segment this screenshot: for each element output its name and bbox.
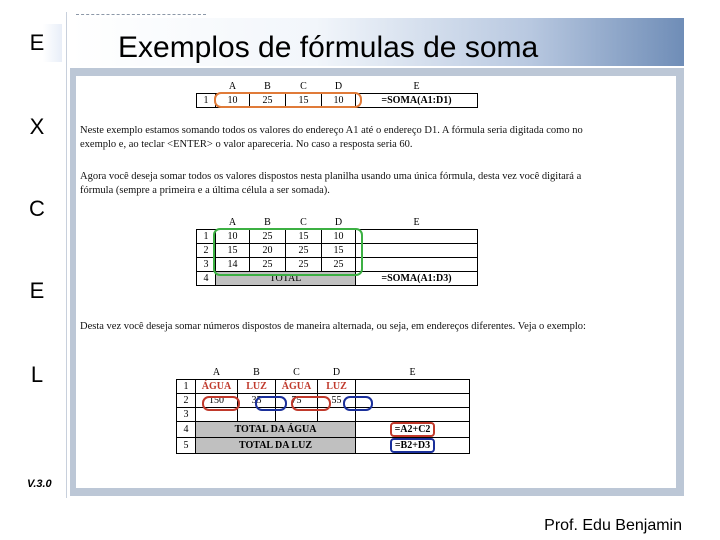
formula-highlight: =A2+C2 [390, 422, 436, 437]
row-number: 1 [177, 380, 196, 394]
col-header: D [322, 216, 356, 230]
col-header: B [238, 366, 276, 380]
cell: 25 [322, 258, 356, 272]
paragraph-2: Agora você deseja somar todos os valores dispostos nesta planilha usando uma única fórmula, desta vez você digitará a fórmula (sempre a primeira e a última célula a ser somada). [80, 171, 582, 196]
col-header: A [216, 216, 250, 230]
cell: 14 [216, 258, 250, 272]
formula-highlight: =B2+D3 [390, 438, 435, 453]
cell [356, 230, 478, 244]
col-header: E [356, 366, 470, 380]
table-row [177, 380, 470, 394]
col-header: D [318, 366, 356, 380]
cell: 25 [250, 230, 286, 244]
col-header: C [286, 216, 322, 230]
col-header: E [356, 216, 478, 230]
paragraph-1: Neste exemplo estamos somando todos os valores do endereço A1 até o endereço D1. A fórmula seria digitada como no exemplo e, ao teclar <ENTER> o valor apareceria. No caso a resposta seria 60. [80, 125, 583, 150]
col-header: B [250, 80, 286, 94]
header-dashes [76, 14, 206, 15]
cell: 20 [250, 244, 286, 258]
cell: 25 [286, 244, 322, 258]
total-row [177, 438, 470, 454]
side-letter-c: C [29, 196, 45, 221]
total-label: TOTAL DA ÁGUA [196, 422, 356, 438]
total-label: TOTAL DA LUZ [196, 438, 356, 454]
range-highlight [213, 228, 363, 276]
cell: 35 [238, 394, 276, 408]
cell: 10 [216, 230, 250, 244]
col-header: C [276, 366, 318, 380]
cell [356, 258, 478, 272]
paragraph-3: Desta vez você deseja somar números dispostos de maneira alternada, ou seja, em endereços diferentes. Veja o exemplo: [80, 321, 586, 332]
cell: 150 [196, 394, 238, 408]
row-number: 1 [197, 230, 216, 244]
row-number: 2 [197, 244, 216, 258]
cell: LUZ [318, 380, 356, 394]
cell: 10 [322, 230, 356, 244]
row-number: 4 [197, 272, 216, 286]
side-letter-e1: E [29, 30, 45, 55]
luz-highlight [343, 396, 373, 411]
formula-cell: =SOMA(A1:D3) [356, 272, 478, 286]
sheet-header-row [177, 366, 470, 380]
total-row [177, 422, 470, 438]
cell: 55 [318, 394, 356, 408]
side-letter-x: X [29, 114, 45, 139]
col-header: D [322, 80, 356, 94]
cell: 25 [250, 258, 286, 272]
side-letter-l: L [30, 362, 44, 387]
cell: 15 [286, 94, 322, 108]
cell: LUZ [238, 380, 276, 394]
agua-highlight [202, 396, 240, 411]
cell: ÁGUA [276, 380, 318, 394]
cell [356, 380, 470, 394]
col-header [197, 80, 216, 94]
col-header: A [196, 366, 238, 380]
col-header: B [250, 216, 286, 230]
side-letter-e2: E [29, 278, 45, 303]
page-title: Exemplos de fórmulas de soma [118, 31, 539, 64]
col-header [197, 216, 216, 230]
col-header [177, 366, 196, 380]
row-number: 3 [197, 258, 216, 272]
col-header: E [356, 80, 478, 94]
formula-cell: =SOMA(A1:D1) [356, 94, 478, 108]
range-highlight [214, 92, 362, 108]
row-number: 1 [197, 94, 216, 108]
formula-cell [356, 438, 470, 454]
col-header: A [216, 80, 250, 94]
row-number: 4 [177, 422, 196, 438]
author-credit: Prof. Edu Benjamin [544, 517, 682, 534]
cell: 15 [322, 244, 356, 258]
cell: ÁGUA [196, 380, 238, 394]
cell: 25 [286, 258, 322, 272]
cell: 15 [286, 230, 322, 244]
divider-line [66, 12, 67, 498]
cell [356, 408, 470, 422]
cell: 75 [276, 394, 318, 408]
row-number: 5 [177, 438, 196, 454]
agua-highlight [291, 396, 331, 411]
luz-highlight [255, 396, 287, 411]
cell: 15 [216, 244, 250, 258]
cell: 10 [322, 94, 356, 108]
formula-cell [356, 422, 470, 438]
row-number: 2 [177, 394, 196, 408]
row-number: 3 [177, 408, 196, 422]
cell [356, 244, 478, 258]
cell: 25 [250, 94, 286, 108]
cell: 10 [216, 94, 250, 108]
version-label: V.3.0 [27, 478, 52, 490]
total-label: TOTAL [216, 272, 356, 286]
col-header: C [286, 80, 322, 94]
